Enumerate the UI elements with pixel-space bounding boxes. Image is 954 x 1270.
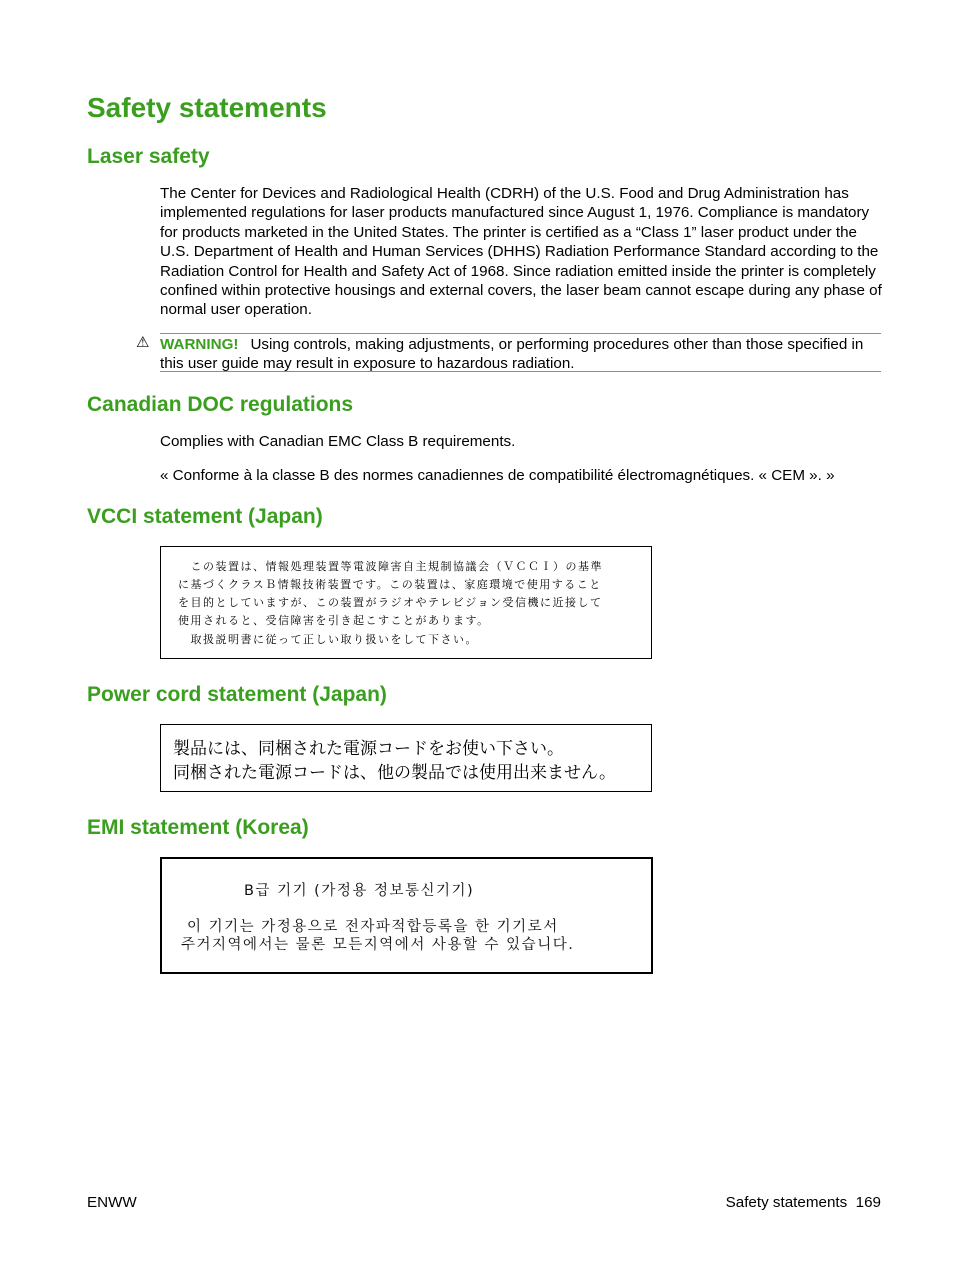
vcci-line: 取扱説明書に従って正しい取り扱いをして下さい。: [178, 633, 478, 646]
emi-statement-box: [160, 857, 653, 974]
vcci-heading: VCCI statement (Japan): [87, 505, 323, 528]
power-cord-statement-box: [160, 724, 652, 792]
vcci-line: 使用されると、受信障害を引き起こすことがあります。: [178, 614, 490, 627]
footer-section-label: Safety statements: [725, 1194, 848, 1211]
warning-text: Using controls, making adjustments, or performing procedures other than those specified in this user guide may result in exposure to hazardous radiation.: [160, 336, 864, 373]
canadian-doc-heading: Canadian DOC regulations: [87, 393, 354, 416]
laser-safety-heading: Laser safety: [87, 145, 210, 168]
emi-line: 이 기기는 가정용으로 전자파적합등록을 한 기기로서: [187, 919, 559, 935]
vcci-line: この装置は、情報処理装置等電波障害自主規制協議会（ＶＣＣＩ）の基準: [178, 560, 603, 573]
emi-line: 주거지역에서는 물론 모든지역에서 사용할 수 있습니다.: [181, 937, 575, 953]
footer-left: ENWW: [87, 1194, 137, 1211]
vcci-line: に基づくクラスＢ情報技術装置です。この装置は、家庭環境で使用すること: [178, 578, 602, 591]
emi-line-class: B급 기기 (가정용 정보통신기기): [244, 883, 475, 899]
canadian-doc-french: « Conforme à la classe B des normes canadiennes de compatibilité électromagnétiques. « CEM ». »: [160, 467, 835, 484]
power-cord-line: 製品には、同梱された電源コードをお使い下さい。: [173, 739, 564, 759]
canadian-doc-english: Complies with Canadian EMC Class B requirements.: [160, 433, 516, 450]
warning-paragraph: [160, 334, 881, 374]
power-cord-heading: Power cord statement (Japan): [87, 683, 387, 706]
vcci-line: を目的としていますが、この装置がラジオやテレビジョン受信機に近接して: [178, 596, 603, 609]
laser-safety-body: The Center for Devices and Radiological Health (CDRH) of the U.S. Food and Drug Administration has implemented regulations for laser products manufactured since August 1, 1976. Compliance is mandatory for products marketed in the United States. The printer is certified as a “Class 1” laser product under the U.S. Department of Health and Human Services (DHHS) Radiation Performance Standard according to the Radiation Control for Health and Safety Act of 1968. Since radiation emitted inside the printer is completely confined within protective housings and external covers, the laser beam cannot escape during any phase of normal user operation.: [160, 185, 882, 319]
vcci-statement-box: [160, 546, 652, 659]
warning-icon: ⚠: [136, 334, 150, 351]
warning-note: [160, 333, 881, 372]
emi-heading: EMI statement (Korea): [87, 816, 309, 839]
page-number: 169: [855, 1194, 881, 1211]
warning-label: WARNING!: [160, 336, 239, 353]
page-title: Safety statements: [87, 92, 327, 123]
power-cord-line: 同梱された電源コードは、他の製品では使用出来ません。: [173, 763, 617, 783]
footer-right: [726, 1194, 881, 1211]
